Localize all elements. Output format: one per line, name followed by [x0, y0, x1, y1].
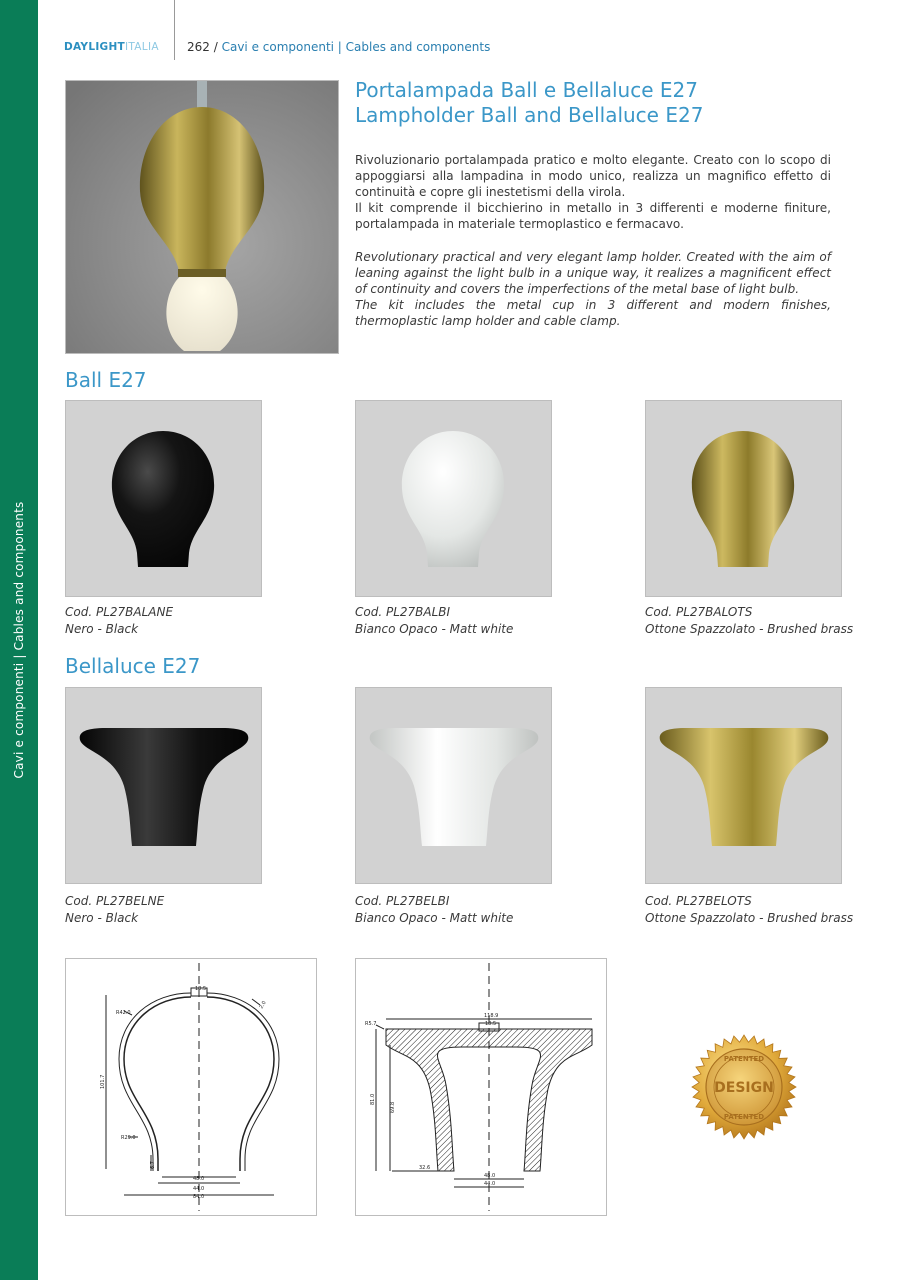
- bellaluce-section-title: Bellaluce E27: [65, 654, 201, 678]
- brand-logo: DAYLIGHTITALIA: [64, 41, 159, 53]
- technical-drawing-ball: [65, 958, 317, 1216]
- dimension-label: 32.6: [419, 1165, 431, 1171]
- dimension-label: 69.8: [390, 1101, 396, 1113]
- dimension-label: 84.0: [193, 1194, 205, 1200]
- caption-ball-white: Cod. PL27BALBI Bianco Opaco - Matt white: [355, 605, 514, 636]
- dimension-label: R29.0: [121, 1135, 136, 1141]
- product-title-it: Portalampada Ball e Bellaluce E27: [355, 78, 698, 102]
- dimension-label: 48.0: [484, 1173, 496, 1179]
- hero-photo: [65, 80, 339, 354]
- dimension-label: R5.7: [365, 1021, 377, 1027]
- description-italian: Rivoluzionario portalampada pratico e molto elegante. Creato con lo scopo di appoggiarsi alla lampadina in modo unico, realizza un magnifico effetto di continuità e copre gli inestetismi della virola. Il kit comprende il bicchierino in metallo in 3 differenti e moderne finiture, portalampada in materiale termoplastico e fermacavo.: [355, 153, 831, 231]
- dimension-label: 81.0: [370, 1093, 376, 1105]
- dimension-label: 101.7: [100, 1074, 106, 1089]
- header-divider: [174, 0, 175, 60]
- technical-drawing-bellaluce: [355, 958, 607, 1216]
- dimension-label: 18.5: [485, 1021, 497, 1027]
- dimension-label: 2.0: [258, 1000, 268, 1010]
- description-english: Revolutionary practical and very elegant lamp holder. Created with the aim of leaning against the light bulb in a unique way, it realizes a magnificent effect of continuity and covers the imperfections of the metal base of light bulb. The kit includes the metal cup in 3 different and modern finishes, thermoplastic lamp holder and cable clamp.: [355, 250, 831, 328]
- patented-design-badge: [690, 1033, 798, 1141]
- product-photo-ball-brass: [645, 400, 842, 597]
- svg-text:PATENTED: PATENTED: [723, 1113, 765, 1121]
- caption-ball-brass: Cod. PL27BALOTS Ottone Spazzolato - Brushed brass: [645, 605, 854, 636]
- dimension-label: 6.7: [150, 1161, 156, 1169]
- product-title: [355, 78, 703, 128]
- dimension-label: 48.0: [193, 1176, 205, 1182]
- svg-text:PATENTED: PATENTED: [723, 1055, 765, 1063]
- product-photo-ball-black: [65, 400, 262, 597]
- product-title-en: Lampholder Ball and Bellaluce E27: [355, 103, 704, 127]
- product-photo-ball-white: [355, 400, 552, 597]
- product-photo-bellaluce-brass: [645, 687, 842, 884]
- caption-bellaluce-brass: Cod. PL27BELOTS Ottone Spazzolato - Brushed brass: [645, 894, 854, 925]
- product-photo-bellaluce-white: [355, 687, 552, 884]
- ball-section-title: Ball E27: [65, 368, 147, 392]
- caption-bellaluce-white: Cod. PL27BELBI Bianco Opaco - Matt white: [355, 894, 514, 925]
- breadcrumb: [187, 40, 490, 54]
- dimension-label: 44.0: [193, 1186, 205, 1192]
- page-number: 262 /: [187, 40, 218, 54]
- section-title: Cavi e componenti | Cables and components: [221, 40, 491, 54]
- caption-ball-black: Cod. PL27BALANE Nero - Black: [65, 605, 174, 636]
- dimension-label: R42.0: [116, 1010, 131, 1016]
- sidebar-section-label: Cavi e componenti | Cables and components: [12, 501, 26, 779]
- dimension-label: 18.5: [195, 986, 207, 992]
- dimension-label: 118.9: [484, 1013, 499, 1019]
- dimension-label: 44.0: [484, 1181, 496, 1187]
- side-band: [0, 0, 38, 1280]
- caption-bellaluce-black: Cod. PL27BELNE Nero - Black: [65, 894, 165, 925]
- product-photo-bellaluce-black: [65, 687, 262, 884]
- badge-design-text: DESIGN: [714, 1080, 774, 1096]
